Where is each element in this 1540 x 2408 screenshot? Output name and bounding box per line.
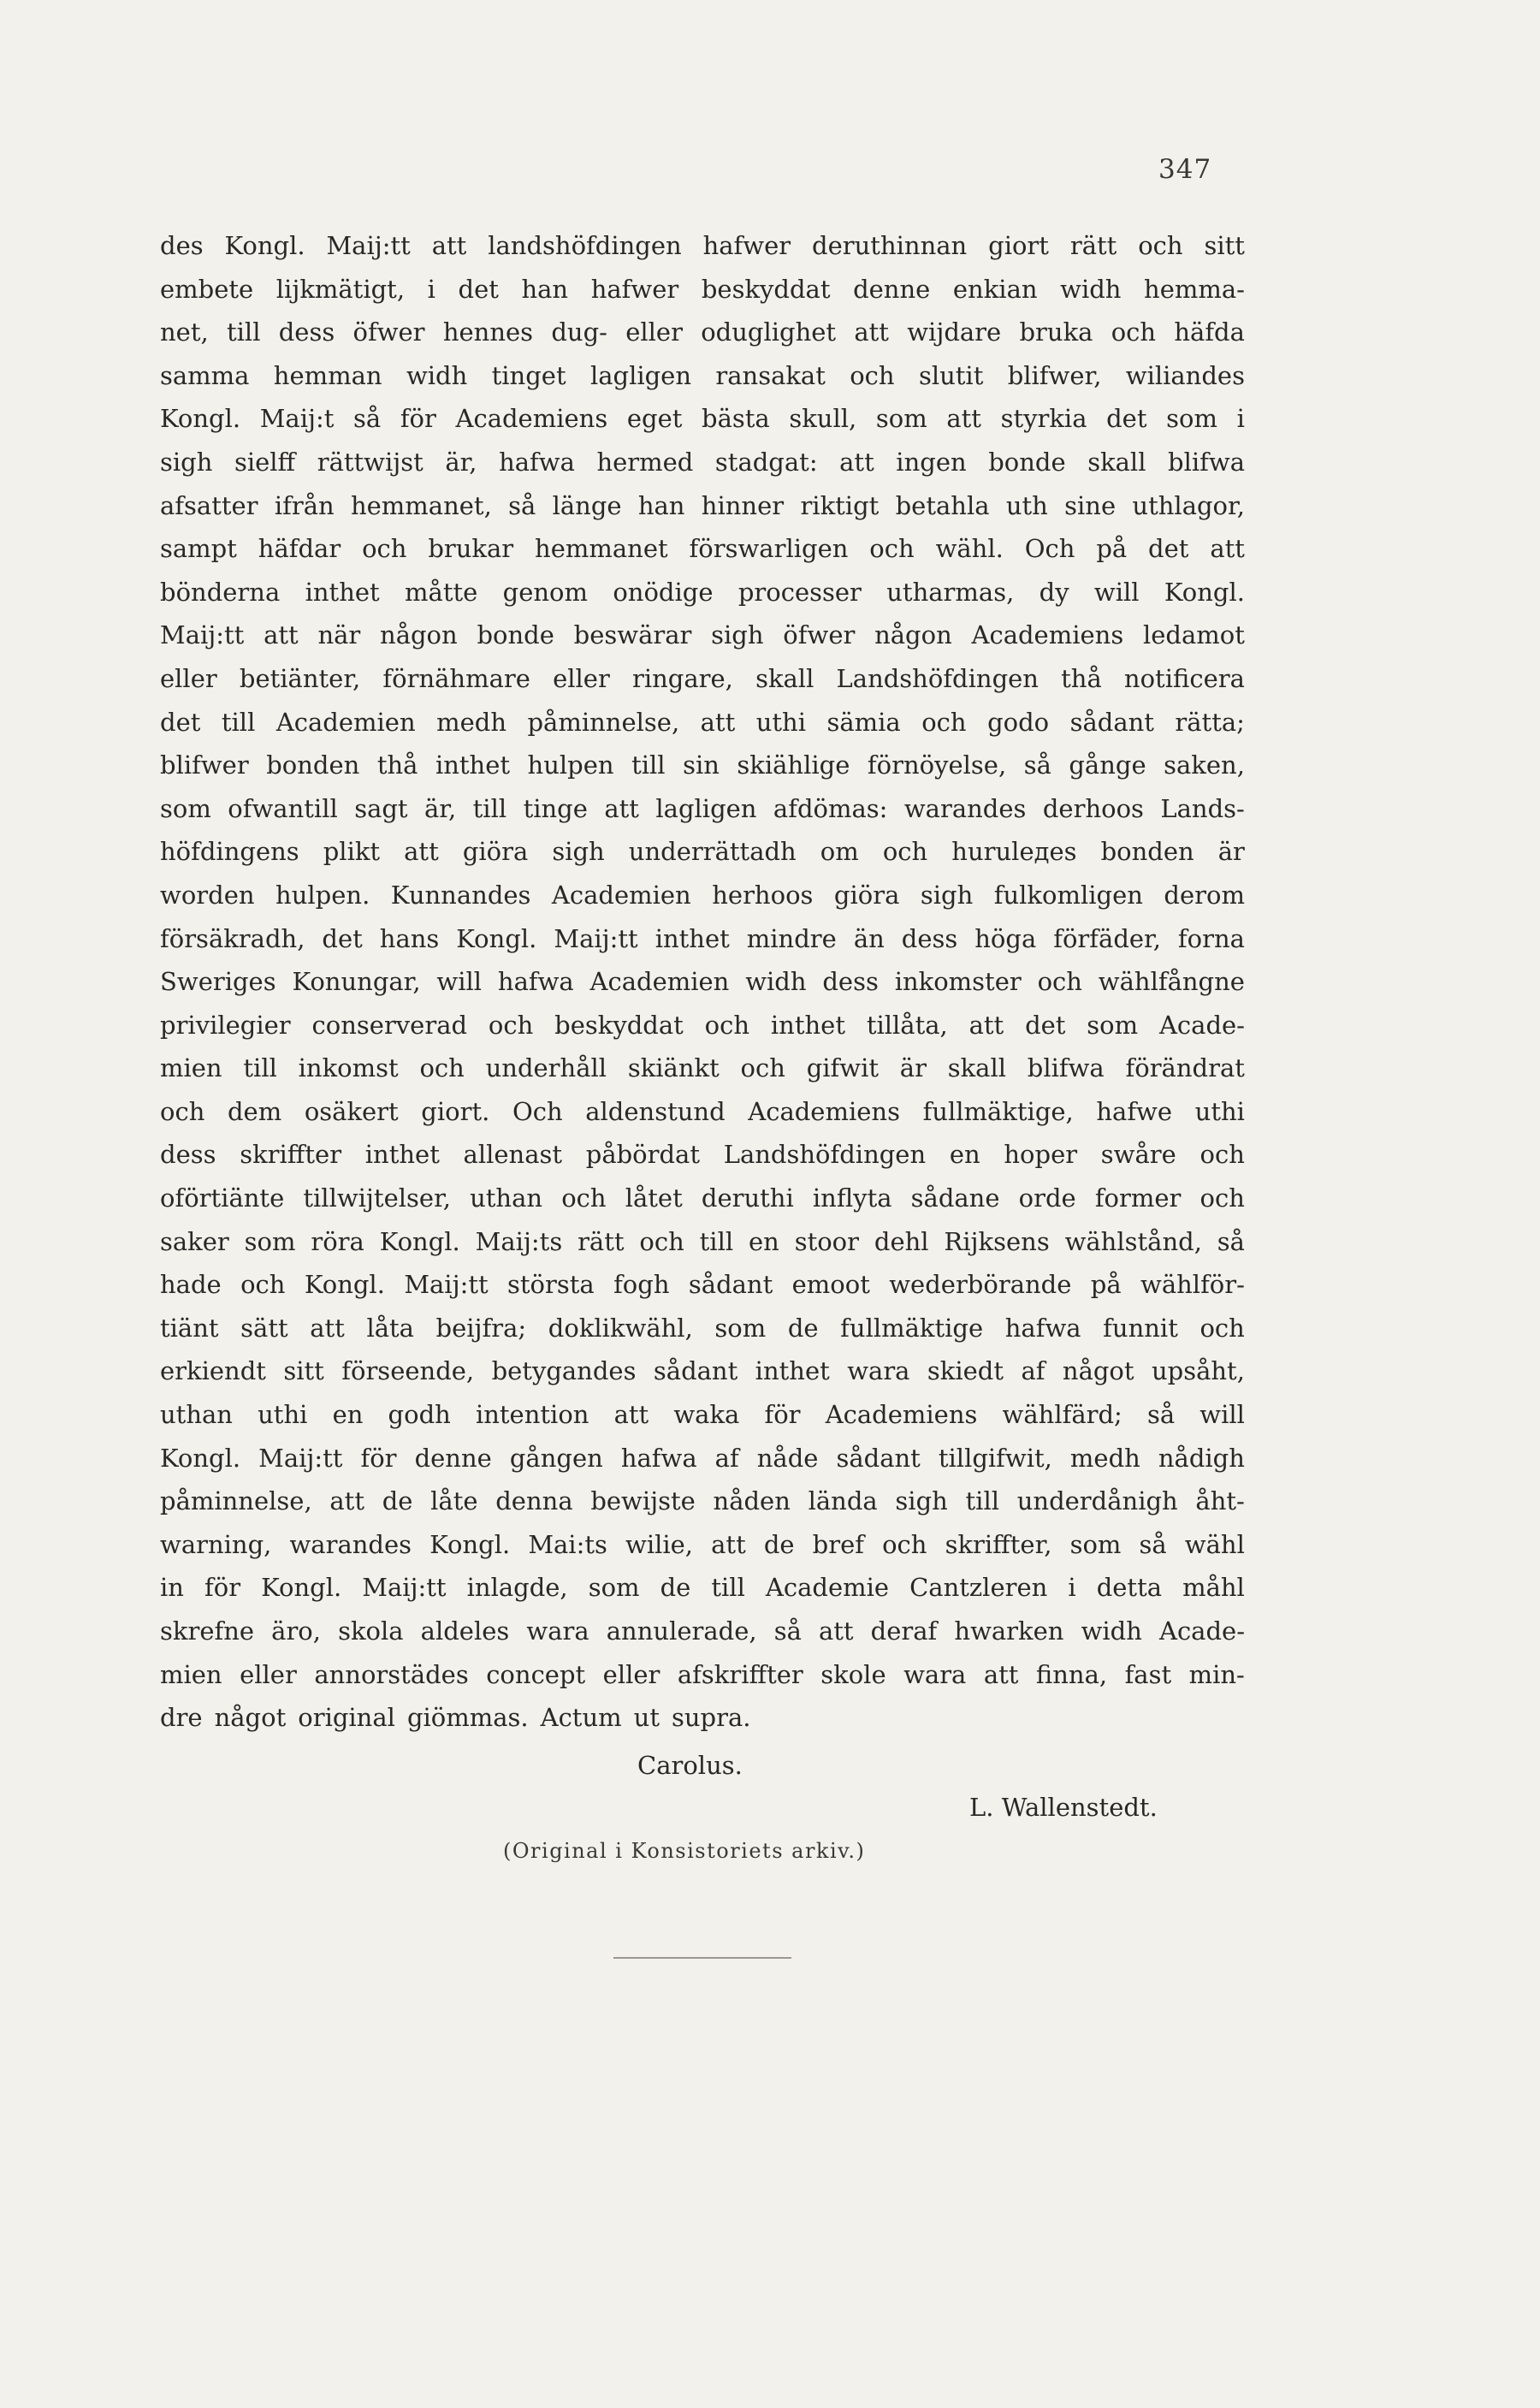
text-line: Sweriges Konungar, will hafwa Academien widh dess inkomster och wählfångne (160, 967, 1245, 997)
text-line: warning, warandes Kongl. Mai:ts wilie, att de bref och skriffter, som så wähl (160, 1529, 1245, 1559)
text-line: oförtiänte tillwijtelser, uthan och låtet deruthi inflyta sådane orde former och (160, 1183, 1245, 1213)
text-line: försäkradh, det hans Kongl. Maij:tt inthet mindre än dess höga förfäder, forna (160, 923, 1245, 953)
text-line: skrefne äro, skola aldeles wara annulerade, så att deraf hwarken widh Acade- (160, 1616, 1245, 1646)
text-line: Kongl. Maij:tt för denne gången hafwa af nåde sådant tillgifwit, medh nådigh (160, 1443, 1245, 1473)
page-number: 347 (1158, 154, 1212, 185)
text-line: uthan uthi en godh intention att waka för Academiens wählfärd; så will (160, 1400, 1245, 1430)
text-line: erkiendt sitt förseende, betygandes sådant inthet wara skiedt af något upsåht, (160, 1356, 1245, 1386)
text-line: blifwer bonden thå inthet hulpen till sin skiählige förnöyelse, så gånge saken, (160, 750, 1245, 780)
text-line: tiänt sätt att låta beijfra; doklikwähl, som de fullmäktige hafwa funnit och (160, 1313, 1245, 1343)
text-line: dre något original giömmas. Actum ut supra. (160, 1703, 751, 1733)
text-line: Kongl. Maij:t så för Academiens eget bästa skull, som att styrkia det som i (160, 404, 1245, 434)
text-line: mien eller annorstädes concept eller afskriffter skole wara att finna, fast min- (160, 1659, 1245, 1689)
text-line: bönderna inthet måtte genom onödige processer utharmas, dy will Kongl. (160, 577, 1245, 607)
text-line: net, till dess öfwer hennes dug- eller oduglighet att wijdare bruka och häfda (160, 317, 1245, 347)
text-line: dess skriffter inthet allenast påbördat Landshöfdingen en hoper swåre och (160, 1140, 1245, 1170)
text-line: sampt häfdar och brukar hemmanet förswarligen och wähl. Och på det att (160, 534, 1245, 564)
text-line: och dem osäkert giort. Och aldenstund Academiens fullmäktige, hafwe uthi (160, 1096, 1245, 1126)
text-line: saker som röra Kongl. Maij:ts rätt och till en stoor dehl Rijksens wählstånd, så (160, 1226, 1245, 1256)
text-line: som ofwantill sagt är, till tinge att lagligen afdömas: warandes derhoos Lands- (160, 793, 1245, 823)
document-body (160, 224, 1245, 1740)
text-line: sigh sielff rättwijst är, hafwa hermed stadgat: att ingen bonde skall blifwa (160, 447, 1245, 477)
source-note: (Original i Konsistoriets arkiv.) (503, 1839, 866, 1863)
text-line: des Kongl. Maij:tt att landshöfdingen hafwer deruthinnan giort rätt och sitt (160, 231, 1245, 260)
text-line: afsatter ifrån hemmanet, så länge han hinner riktigt betahla uth sine uthlagor, (160, 490, 1245, 520)
text-line: samma hemman widh tinget lagligen ransakat och slutit blifwer, wiliandes (160, 360, 1245, 390)
text-line: embete lijkmätigt, i det han hafwer beskyddat denne enkian widh hemma- (160, 274, 1245, 304)
text-line: påminnelse, att de låte denna bewijste nåden lända sigh till underdånigh åht- (160, 1486, 1245, 1516)
text-line: eller betiänter, förnähmare eller ringare, skall Landshöfdingen thå notificera (160, 663, 1245, 693)
signature-king: Carolus. (637, 1751, 743, 1780)
text-line: Maij:tt att när någon bonde beswärar sigh öfwer någon Academiens ledamot (160, 620, 1245, 650)
text-line: in för Kongl. Maij:tt inlagde, som de till Academie Cantzleren i detta måhl (160, 1573, 1245, 1603)
signature-countersign: L. Wallenstedt. (969, 1793, 1158, 1822)
text-line: privilegier conserverad och beskyddat och inthet tillåta, att det som Acade- (160, 1010, 1245, 1040)
text-line: worden hulpen. Kunnandes Academien herhoos giöra sigh fulkomligen derom (160, 880, 1245, 910)
text-line: höfdingens plikt att giöra sigh underrättadh om och hurulедes bonden är (160, 837, 1245, 867)
section-divider (613, 1957, 791, 1959)
text-line: mien till inkomst och underhåll skiänkt och gifwit är skall blifwa förändrat (160, 1053, 1245, 1083)
text-line: hade och Kongl. Maij:tt största fogh sådant emoot wederbörande på wählför- (160, 1270, 1245, 1300)
text-line: det till Academien medh påminnelse, att uthi sämia och godo sådant rätta; (160, 707, 1245, 737)
